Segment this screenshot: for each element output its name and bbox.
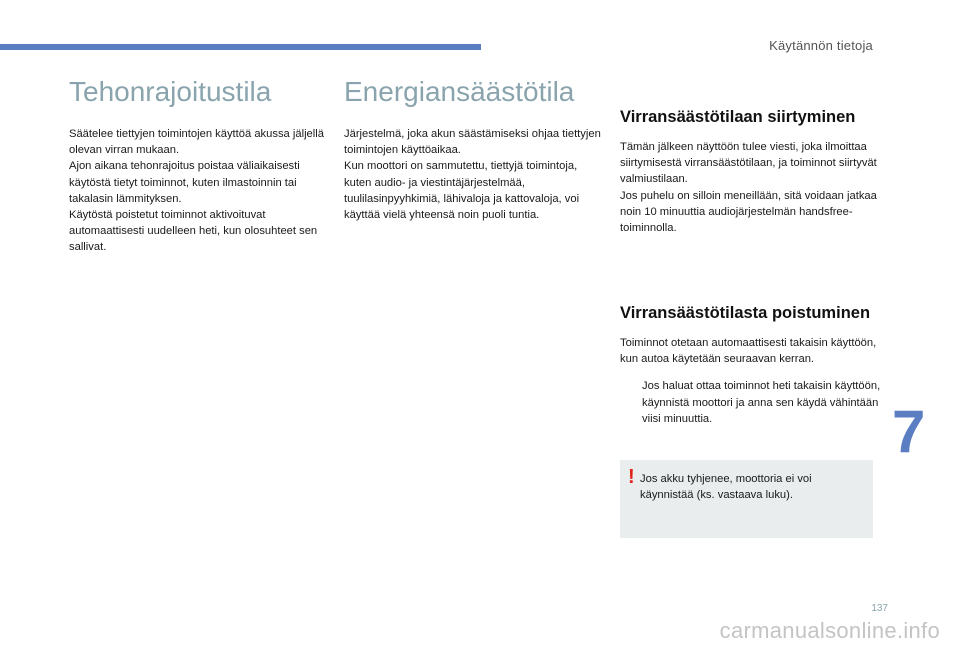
column-energy-saving	[344, 76, 606, 223]
warning-note-box	[620, 460, 873, 538]
section-exiting-saving-mode	[620, 304, 882, 427]
heading-energy-saving: Energiansäästötila	[344, 76, 575, 107]
body-exiting-saving-mode: Toiminnot otetaan automaattisesti takaisin käyttöön, kun autoa käytetään seuraavan kerran.	[620, 337, 877, 366]
heading-power-limit: Tehonrajoitustila	[69, 76, 272, 107]
warning-exclamation-icon: !	[628, 466, 635, 488]
chapter-number: 7	[892, 398, 926, 465]
warning-note-text: Jos akku tyhjenee, moottoria ei voi käynnistää (ks. vastaava luku).	[640, 473, 812, 502]
body-energy-saving: Järjestelmä, joka akun säästämiseksi ohjaa tiettyjen toimintojen käyttöaikaa. Kun moottori on sammutettu, tiettyjä toimintoja, kuten audio- ja viestintäjärjestelmää, tuulilasinpyyhkimiä, lähivaloja ja kattovaloja, voi käyttää vielä yhteensä noin puoli tuntia.	[344, 128, 601, 222]
bullet-text: Jos haluat ottaa toiminnot heti takaisin käyttöön, käynnistä moottori ja anna sen käydä vähintään viisi minuuttia.	[642, 380, 881, 425]
column-power-limit	[69, 76, 331, 256]
heading-exiting-saving-mode: Virransäästötilasta poistuminen	[620, 304, 871, 322]
bullet-marker-icon	[620, 378, 642, 427]
heading-entering-saving-mode: Virransäästötilaan siirtyminen	[620, 108, 856, 126]
body-entering-saving-mode: Tämän jälkeen näyttöön tulee viesti, joka ilmoittaa siirtymisestä virransäästötilaan, ja toiminnot siirtyvät valmiustilaan. Jos puhelu on silloin meneillään, sitä voidaan jatkaa noin 10 minuuttia audiojärjestelmän handsfree-toiminnolla.	[620, 141, 877, 235]
header-accent-bar	[0, 44, 481, 50]
watermark: carmanualsonline.info	[719, 618, 940, 643]
page-number: 137	[871, 603, 888, 614]
list-item	[620, 378, 882, 427]
section-entering-saving-mode	[620, 108, 882, 236]
section-title: Käytännön tietoja	[769, 38, 873, 53]
body-power-limit: Säätelee tiettyjen toimintojen käyttöä akussa jäljellä olevan virran mukaan. Ajon aikana tehonrajoitus poistaa väliaikaisesti käytöstä tietyt toiminnot, kuten ilmastoinnin tai takalasin lämmityksen. Käytöstä poistetut toiminnot aktivoituvat automaattisesti uudelleen heti, kun olosuhteet sen sallivat.	[69, 128, 324, 254]
